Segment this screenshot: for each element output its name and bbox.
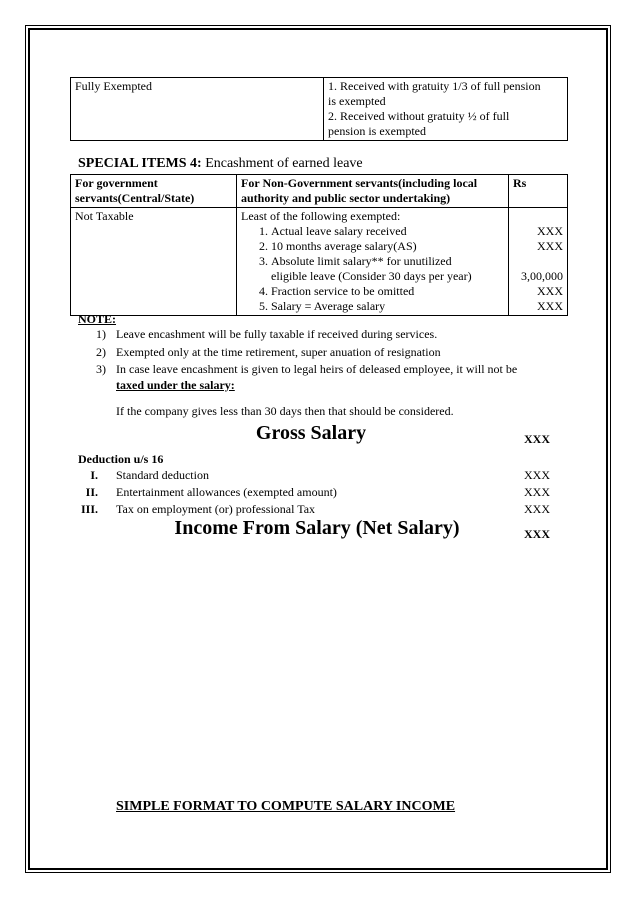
rs-value: XXX <box>537 284 563 298</box>
leave-encashment-table <box>70 174 568 316</box>
header-line: For Non-Government servants(including local <box>241 176 478 190</box>
gross-salary-label: Gross Salary <box>255 422 367 444</box>
deduction-heading: Deduction u/s 16 <box>78 452 164 466</box>
rs-value: XXX <box>537 299 563 313</box>
gross-salary-amount: XXX <box>524 432 550 446</box>
pension-line: pension is exempted <box>328 124 426 138</box>
header-government <box>71 175 237 208</box>
list-item <box>96 344 556 362</box>
note-number: 2) <box>96 344 106 359</box>
exemption-list <box>241 224 504 314</box>
rs-value <box>513 254 563 269</box>
rs-value: 3,00,000 <box>521 269 563 283</box>
list-item <box>96 326 556 344</box>
pension-table-right-cell <box>324 78 568 141</box>
pension-table <box>70 77 568 141</box>
deduction-number: III. <box>80 502 98 516</box>
table-row <box>71 208 568 316</box>
deduction-number: I. <box>90 468 98 482</box>
rs-cell <box>509 208 568 316</box>
note-text: In case leave encashment is given to legal heirs of deleased employee, it will not be <box>116 362 518 376</box>
net-salary-amount: XXX <box>524 527 550 541</box>
note-heading: NOTE: <box>78 312 117 326</box>
note-underlined-text: taxed under the salary: <box>116 378 235 392</box>
note-text: Exempted only at the time retirement, super anuation of resignation <box>116 344 441 359</box>
special-items-subject: Encashment of earned leave <box>201 156 363 171</box>
deduction-amount: XXX <box>524 468 550 482</box>
list-item: 5. Salary = Average salary <box>271 299 504 314</box>
header-line: Rs <box>513 176 527 190</box>
deduction-number: II. <box>85 485 98 499</box>
pension-table-left-cell: Fully Exempted <box>71 78 324 141</box>
note-extra-text: If the company gives less than 30 days then that should be considered. <box>116 404 454 418</box>
note-text: Leave encashment will be fully taxable if received during services. <box>116 327 438 341</box>
rs-value <box>513 209 563 224</box>
exemption-intro: Least of the following exempted: <box>241 209 401 223</box>
header-line: For government <box>75 176 158 190</box>
pension-line: 2. Received without gratuity ½ of full <box>328 109 510 123</box>
net-salary-label: Income From Salary (Net Salary) <box>174 517 460 539</box>
non-government-cell <box>237 208 509 316</box>
special-items-heading <box>78 155 363 172</box>
table-row <box>71 78 568 141</box>
rs-value: XXX <box>537 239 563 253</box>
special-items-label: SPECIAL ITEMS 4: <box>78 156 202 171</box>
deduction-amount: XXX <box>524 502 550 516</box>
note-list <box>96 326 556 379</box>
header-line: authority and public sector undertaking) <box>241 191 451 205</box>
table-header-row <box>71 175 568 208</box>
note-number: 3) <box>96 362 106 376</box>
pension-line: is exempted <box>328 94 386 108</box>
list-item <box>271 254 504 284</box>
list-item <box>96 361 556 379</box>
header-line: servants(Central/State) <box>75 191 195 205</box>
list-item: 2. 10 months average salary(AS) <box>271 239 504 254</box>
deduction-label: Standard deduction <box>116 468 209 482</box>
list-item-line: Absolute limit salary** for unutilized <box>271 254 452 268</box>
note-number: 1) <box>96 327 106 341</box>
list-item: 4. Fraction service to be omitted <box>271 284 504 299</box>
header-rs <box>509 175 568 208</box>
list-item-line: eligible leave (Consider 30 days per year) <box>271 269 472 283</box>
deduction-amount: XXX <box>524 485 550 499</box>
pension-line: 1. Received with gratuity 1/3 of full pension <box>328 79 541 93</box>
rs-value: XXX <box>537 224 563 238</box>
deduction-label: Tax on employment (or) professional Tax <box>116 502 316 516</box>
government-cell: Not Taxable <box>71 208 237 316</box>
header-non-government <box>237 175 509 208</box>
format-heading: SIMPLE FORMAT TO COMPUTE SALARY INCOME <box>116 799 456 814</box>
deduction-label: Entertainment allowances (exempted amount) <box>116 485 337 499</box>
list-item: 1. Actual leave salary received <box>271 224 504 239</box>
